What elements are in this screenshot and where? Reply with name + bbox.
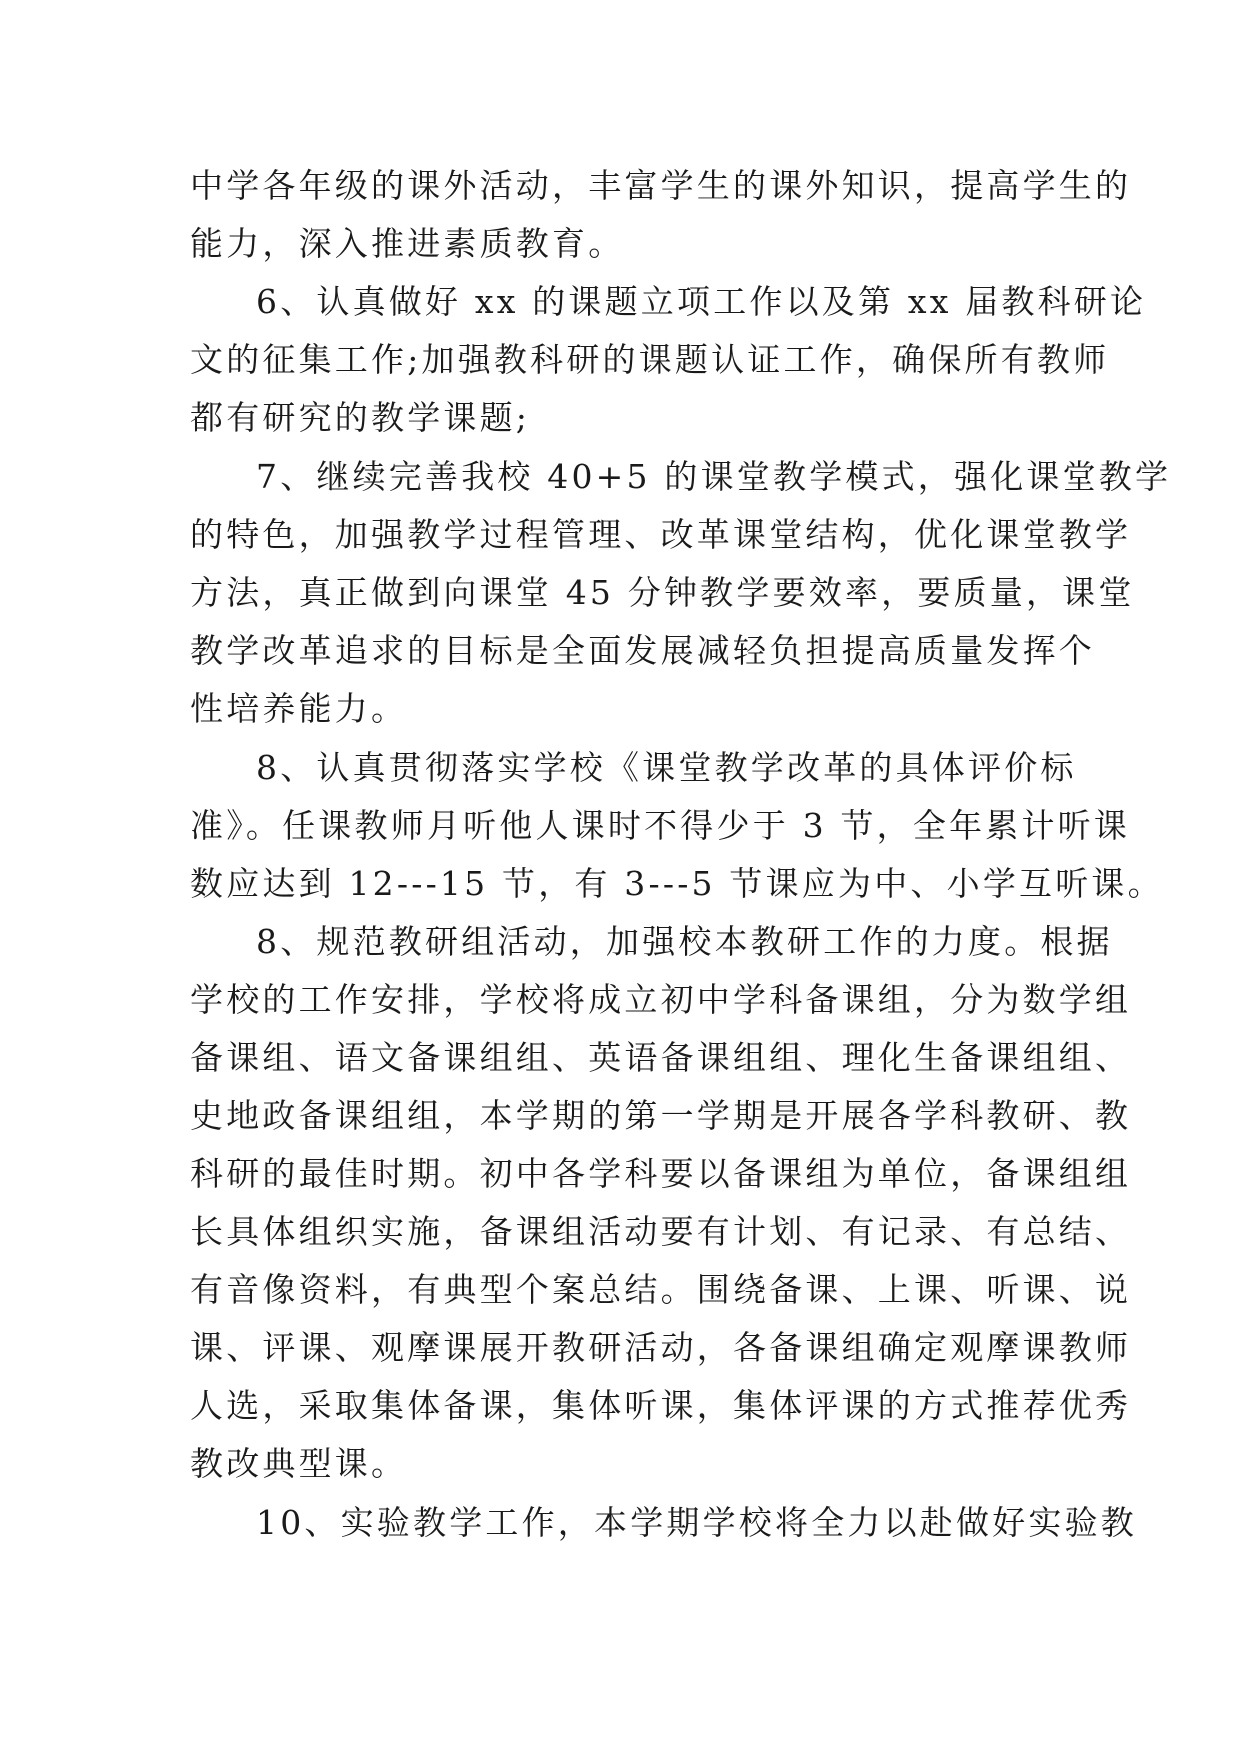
text-line: 数应达到 12---15 节，有 3---5 节课应为中、小学互听课。 bbox=[190, 864, 1164, 903]
text-line: 课、评课、观摩课展开教研活动，各备课组确定观摩课教师 bbox=[190, 1328, 1132, 1367]
text-line: 的特色，加强教学过程管理、改革课堂结构，优化课堂教学 bbox=[190, 515, 1132, 554]
text-line: 长具体组织实施，备课组活动要有计划、有记录、有总结、 bbox=[190, 1212, 1132, 1251]
text-line: 文的征集工作;加强教科研的课题认证工作，确保所有教师 bbox=[190, 340, 1110, 379]
text-line: 方法，真正做到向课堂 45 分钟教学要效率，要质量，课堂 bbox=[190, 573, 1135, 612]
text-line: 教改典型课。 bbox=[190, 1444, 408, 1483]
paragraph-start-line: 7、继续完善我校 40+5 的课堂教学模式，强化课堂教学 bbox=[256, 457, 1172, 496]
paragraph-start-line: 8、认真贯彻落实学校《课堂教学改革的具体评价标 bbox=[256, 748, 1077, 787]
text-line: 能力，深入推进素质教育。 bbox=[190, 224, 625, 263]
text-line: 学校的工作安排，学校将成立初中学科备课组，分为数学组 bbox=[190, 980, 1132, 1019]
text-line: 准》。任课教师月听他人课时不得少于 3 节，全年累计听课 bbox=[190, 806, 1131, 845]
paragraph-start-line: 6、认真做好 xx 的课题立项工作以及第 xx 届教科研论 bbox=[256, 282, 1147, 321]
text-line: 性培养能力。 bbox=[190, 689, 408, 728]
text-line: 有音像资料，有典型个案总结。围绕备课、上课、听课、说 bbox=[190, 1270, 1132, 1309]
text-line: 中学各年级的课外活动，丰富学生的课外知识，提高学生的 bbox=[190, 166, 1132, 205]
text-line: 人选，采取集体备课，集体听课，集体评课的方式推荐优秀 bbox=[190, 1386, 1132, 1425]
text-line: 都有研究的教学课题; bbox=[190, 398, 531, 437]
text-line: 科研的最佳时期。初中各学科要以备课组为单位，备课组组 bbox=[190, 1154, 1132, 1193]
text-line: 教学改革追求的目标是全面发展减轻负担提高质量发挥个 bbox=[190, 631, 1095, 670]
text-line: 史地政备课组组，本学期的第一学期是开展各学科教研、教 bbox=[190, 1096, 1132, 1135]
text-line: 备课组、语文备课组组、英语备课组组、理化生备课组组、 bbox=[190, 1038, 1132, 1077]
paragraph-start-line: 10、实验教学工作，本学期学校将全力以赴做好实验教 bbox=[256, 1503, 1137, 1542]
paragraph-start-line: 8、规范教研组活动，加强校本教研工作的力度。根据 bbox=[256, 922, 1113, 961]
